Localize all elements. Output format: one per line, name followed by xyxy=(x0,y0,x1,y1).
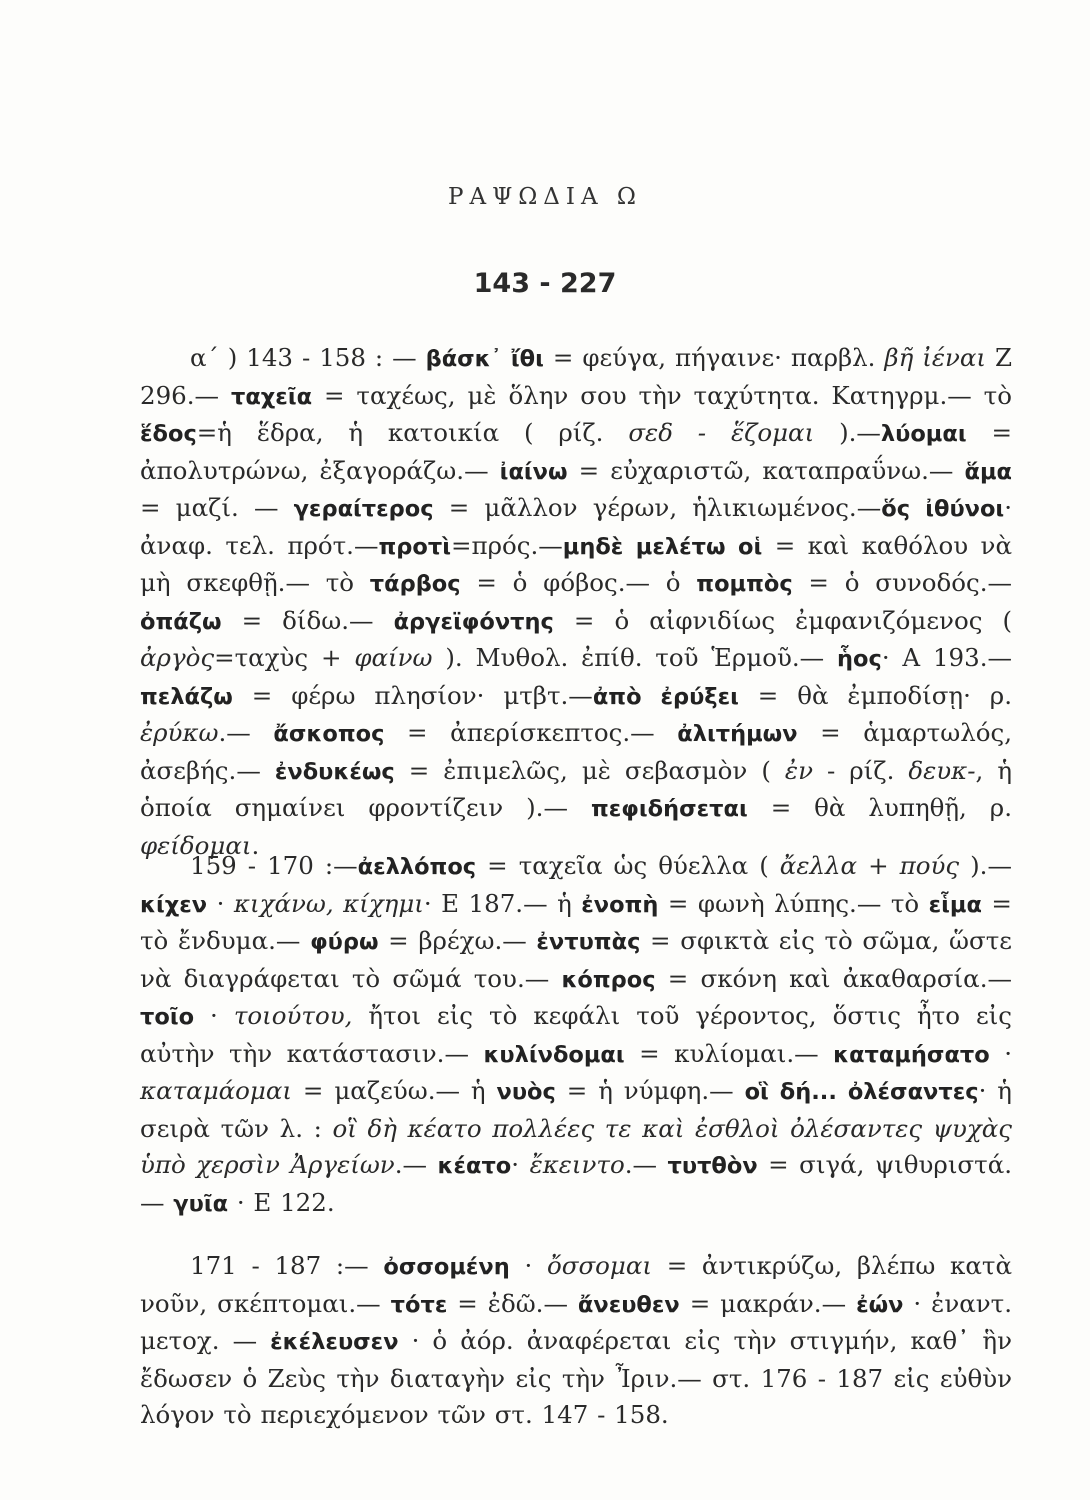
gloss-text: · xyxy=(511,1150,530,1179)
gloss-text: = φεύγα, πήγαινε· παρβλ. xyxy=(543,343,885,372)
lemma-headword: ἀλιτήμων xyxy=(677,721,798,747)
gloss-text: = ἀντικρύζω, βλέπω κατὰ νοῦν, σκέπτομαι.— xyxy=(140,1251,1013,1318)
lemma-headword: ἀργεϊφόντης xyxy=(393,608,554,635)
lemma-headword: προτὶ xyxy=(378,533,451,560)
gloss-text: = ἐπιμελῶς, μὲ σεβασμὸν ( xyxy=(394,755,785,785)
gloss-text: = ἀπερίσκεπτος.— xyxy=(384,718,678,747)
italic-citation: δευκ- xyxy=(908,755,976,785)
gloss-text: 159 - 170 :— xyxy=(190,851,358,880)
gloss-text: = εὐχαριστῶ, καταπραΰνω.— xyxy=(567,455,965,485)
lemma-headword: τοῖο xyxy=(140,1004,195,1030)
lemma-headword: νυὸς xyxy=(496,1079,556,1105)
lemma-headword: ἐντυπὰς xyxy=(536,929,641,955)
gloss-text: = τὸ ἔνδυμα.— xyxy=(140,888,1012,955)
italic-citation: ὄσσομαι xyxy=(546,1251,652,1280)
gloss-text: = σιγά, ψιθυριστά.— xyxy=(140,1150,1013,1217)
lemma-headword: ἐνδυκέως xyxy=(274,758,395,785)
gloss-text: · ἀναφ. τελ. πρότ.— xyxy=(140,493,1012,560)
lemma-headword: ταχεῖα xyxy=(230,383,313,410)
paragraph-text xyxy=(140,340,1012,864)
lemma-headword: οἳ δή... ὀλέσαντες xyxy=(744,1079,979,1105)
lemma-headword: τυτθὸν xyxy=(667,1153,758,1179)
gloss-text: · xyxy=(989,1038,1013,1068)
lemma-headword: πομπὸς xyxy=(696,571,793,597)
italic-citation: βῆ ἰέναι xyxy=(884,343,987,372)
gloss-text: ). Μυθολ. ἐπίθ. τοῦ Ἑρμοῦ.— xyxy=(432,643,837,672)
gloss-text: · xyxy=(194,1001,234,1030)
gloss-text: = ἐδῶ.— xyxy=(447,1288,578,1318)
paragraph-text xyxy=(140,1248,1012,1434)
gloss-text: .— xyxy=(624,1150,668,1179)
gloss-text: = ταχέως, μὲ ὅλην σου τὴν ταχύτητα. Κατηγρμ.— τὸ xyxy=(312,380,1012,410)
lemma-headword: εἷμα xyxy=(928,891,982,918)
lemma-headword: κυλίνδομαι xyxy=(483,1041,625,1068)
lemma-headword: καταμήσατο xyxy=(833,1041,990,1068)
gloss-text: =ταχὺς + xyxy=(214,643,355,672)
gloss-text: =ἡ ἕδρα, ἡ κατοικία ( ρίζ. xyxy=(196,418,629,447)
gloss-text: = μαζί. — xyxy=(140,493,294,522)
lemma-headword: ἄνευθεν xyxy=(577,1291,680,1318)
gloss-text: , ἡ ὁποία σημαίνει φροντίζειν ).— xyxy=(140,755,1012,822)
italic-citation: ἔκειντο xyxy=(529,1150,625,1179)
gloss-text: = θὰ ἐμποδίσῃ· ρ. xyxy=(738,680,1012,710)
gloss-text: ).— xyxy=(959,851,1012,880)
lemma-headword: κίχεν xyxy=(140,891,208,918)
lemma-headword: ἧος xyxy=(837,646,882,672)
gloss-text: = ὁ φόβος.— ὁ xyxy=(460,568,697,597)
lemma-headword: ἅμα xyxy=(964,458,1012,485)
gloss-text: - ρίζ. xyxy=(812,755,909,785)
gloss-text: · Α 193.— xyxy=(881,643,1012,672)
lemma-headword: φύρω xyxy=(310,929,379,955)
gloss-text: = δίδω.— xyxy=(221,605,394,635)
lemma-headword: μηδὲ μελέτω οἱ xyxy=(562,533,763,560)
lemma-headword: βάσκ᾿ ἴθι xyxy=(425,346,544,372)
lemma-headword: πεφιδήσεται xyxy=(590,796,748,822)
gloss-text: = σφικτὰ εἰς τὸ σῶμα, ὥστε νὰ διαγράφεται τὸ σῶμά του.— xyxy=(140,926,1012,993)
gloss-text: α΄ ) 143 - 158 : — xyxy=(190,343,426,372)
gloss-text: . xyxy=(251,830,260,860)
gloss-text: · xyxy=(509,1251,547,1280)
gloss-text: = ὁ αἰφνιδίως ἐμφανιζόμενος ( xyxy=(553,605,1013,635)
lemma-headword: ἕδος xyxy=(140,421,197,447)
commentary-paragraph xyxy=(140,1248,1012,1434)
gloss-text: = βρέχω.— xyxy=(378,926,537,955)
italic-citation: οἳ δὴ κέατο πολλέες τε καὶ ἐσθλοὶ ὀλέσαντες ψυχὰς ὑπὸ χερσὶν Ἀργείων xyxy=(140,1113,1012,1179)
gloss-text: · ὁ ἀόρ. ἀναφέρεται εἰς τὴν στιγμήν, καθ᾿ ἣν ἔδωσεν ὁ Ζεὺς τὴν διαταγὴν εἰς τὴν Ἶριν.— στ. 176 - 187 εἰς εὐθὺν λόγον τὸ περιεχόμενον τῶν στ. 147 - 158. xyxy=(140,1326,1012,1429)
gloss-text: = φωνὴ λύπης.— τὸ xyxy=(658,888,929,918)
lemma-headword: γεραίτερος xyxy=(293,496,434,522)
gloss-text: · ἡ σειρὰ τῶν λ. : xyxy=(140,1076,1012,1143)
gloss-text: ).— xyxy=(814,418,881,447)
italic-citation: καταμάομαι xyxy=(140,1076,293,1105)
commentary-paragraph xyxy=(140,848,1012,1222)
gloss-text: · ἐναντ. μετοχ. — xyxy=(140,1288,1012,1355)
gloss-text: ἤτοι εἰς τὸ κεφάλι τοῦ γέροντος, ὅστις ἦτο εἰς αὐτὴν τὴν κατάστασιν.— xyxy=(140,1001,1012,1068)
gloss-text: = καὶ καθόλου νὰ μὴ σκεφθῇ.— τὸ xyxy=(140,530,1012,597)
gloss-text: = σκόνη καὶ ἀκαθαρσία.— xyxy=(655,963,1012,993)
gloss-text: · Ε 122. xyxy=(228,1187,335,1217)
gloss-text: 171 - 187 :— xyxy=(190,1251,384,1280)
gloss-text: · Ε 187.— ἡ xyxy=(423,888,582,918)
lemma-headword: γυῖα xyxy=(173,1190,229,1217)
gloss-text: = ταχεῖα ὡς θύελλα ( xyxy=(476,851,780,880)
verse-range-heading: 143 - 227 xyxy=(473,268,617,299)
lemma-headword: ἐνοπὴ xyxy=(581,891,659,918)
gloss-text: = ἁμαρτωλός, ἀσεβής.— xyxy=(140,718,1012,785)
lemma-headword: ὀσσομένη xyxy=(383,1254,510,1280)
gloss-text: = μᾶλλον γέρων, ἡλικιωμένος.— xyxy=(433,493,882,522)
gloss-text: = φέρω πλησίον· μτβτ.— xyxy=(232,680,593,710)
italic-citation: ἐρύκω xyxy=(140,718,219,747)
lemma-headword: πελάζω xyxy=(140,683,233,710)
lemma-headword: τότε xyxy=(390,1291,448,1318)
lemma-headword: ἰαίνω xyxy=(499,458,568,485)
italic-citation: σεδ - ἕζομαι xyxy=(628,418,815,447)
lemma-headword: ἄσκοπος xyxy=(273,721,385,747)
gloss-text: = θὰ λυπηθῇ, ρ. xyxy=(747,793,1012,822)
italic-citation: ἐν xyxy=(784,755,813,785)
italic-citation: φαίνω xyxy=(354,643,433,672)
gloss-text: .— xyxy=(218,718,274,747)
italic-citation: κιχάνω, κίχημι xyxy=(233,888,424,918)
gloss-text: = ὁ συνοδός.— xyxy=(792,568,1012,597)
gloss-text: = κυλίομαι.— xyxy=(624,1038,834,1068)
lemma-headword: ὀπάζω xyxy=(140,608,222,635)
gloss-text: = μαζεύω.— ἡ xyxy=(292,1076,497,1105)
gloss-text: .— xyxy=(394,1150,438,1179)
italic-citation: φείδομαι xyxy=(140,830,252,860)
rhapsody-title: ΡΑΨΩΔΙΑ Ω xyxy=(447,184,642,210)
lemma-headword: τάρβος xyxy=(369,571,461,597)
gloss-text: =πρός.— xyxy=(450,530,563,560)
lemma-headword: κέατο xyxy=(437,1153,512,1179)
italic-citation: τοιούτου, xyxy=(233,1001,353,1030)
lemma-headword: λύομαι xyxy=(880,421,967,447)
lemma-headword: κόπρος xyxy=(561,966,656,993)
paragraph-text xyxy=(140,848,1012,1222)
italic-citation: ἀργὸς xyxy=(140,643,215,672)
lemma-headword: ἀπὸ ἐρύξει xyxy=(592,683,739,710)
italic-citation: ἄελλα + πούς xyxy=(779,851,960,880)
lemma-headword: ἐκέλευσεν xyxy=(270,1329,399,1355)
gloss-text: · xyxy=(207,888,234,918)
gloss-text: Ζ 296.— xyxy=(140,343,1013,410)
gloss-text: = ἡ νύμφη.— xyxy=(555,1076,745,1105)
gloss-text: = μακράν.— xyxy=(679,1288,857,1318)
commentary-paragraph xyxy=(140,340,1012,864)
lemma-headword: ἐών xyxy=(856,1291,904,1318)
gloss-text: = ἀπολυτρώνω, ἐξαγοράζω.— xyxy=(140,418,1012,485)
lemma-headword: ἀελλόπος xyxy=(357,854,477,880)
lemma-headword: ὅς ἰθύνοι xyxy=(881,496,1005,522)
